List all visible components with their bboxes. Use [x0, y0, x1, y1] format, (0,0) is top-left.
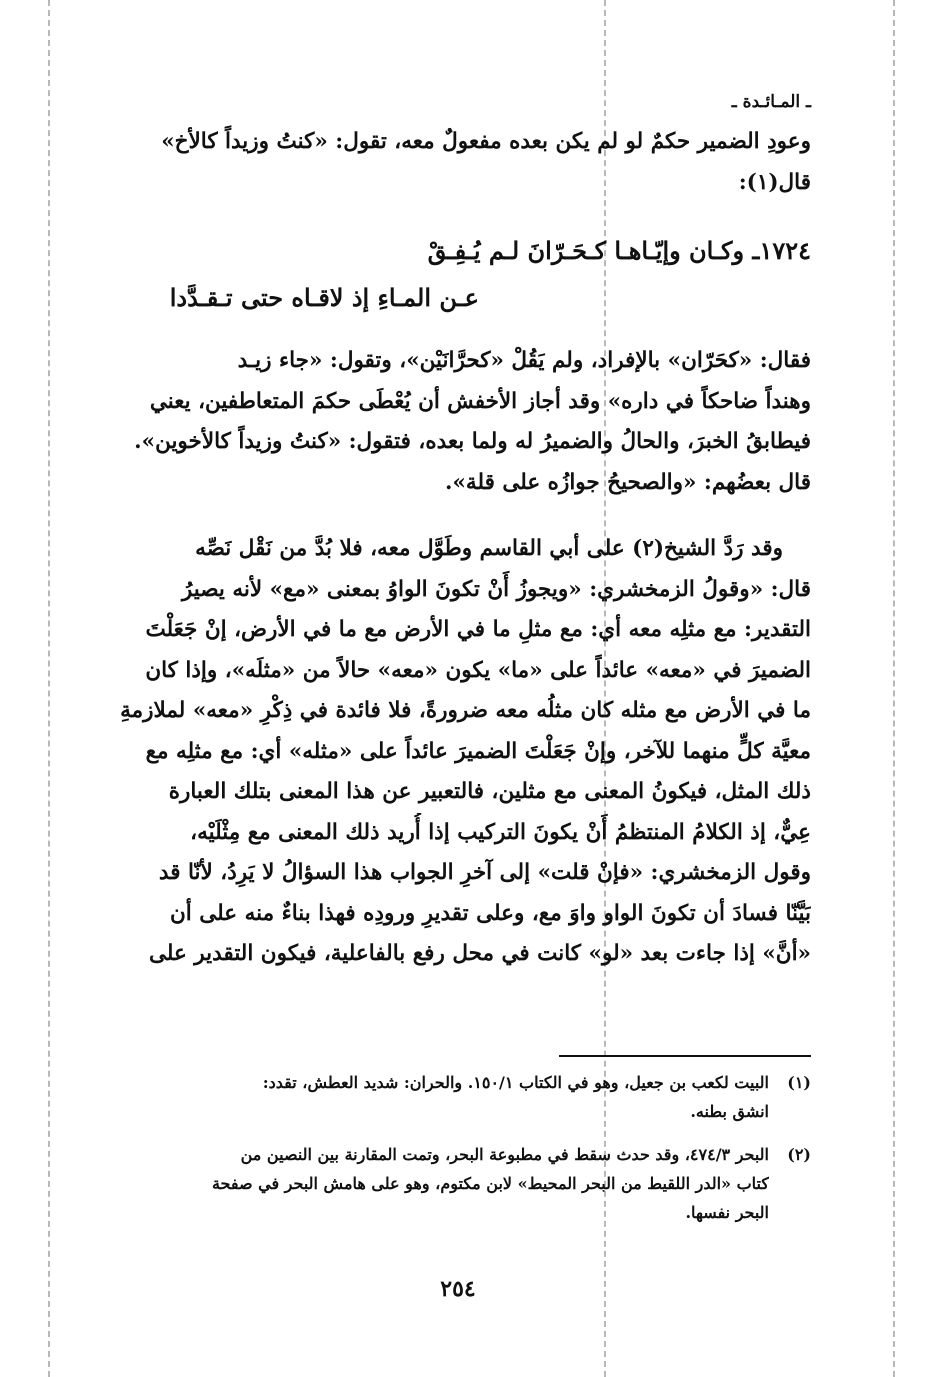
- text-line: وقول الزمخشري: «فإنْ قلت» إلى آخرِ الجواب هذا السؤالُ لا يَرِدُ، لأنّا قد: [158, 860, 811, 885]
- right-guide-line: [893, 0, 895, 1377]
- text-line: بَيَّنّا فسادَ أن تكونَ الواو واوَ مع، وعلى تقديرِ ورودِه فهذا بناءٌ منه على أن: [170, 900, 811, 926]
- text-line: قال(١):: [738, 169, 811, 195]
- text-line: البيت لكعب بن جعيل، وهو في الكتاب ١٥٠/١. والحران: شديد العطش، تقدد:: [262, 1073, 769, 1092]
- text-line: كتاب «الدر اللقيط من البحر المحيط» لابن مكتوم، وهو على هامش البحر في صفحة: [211, 1174, 769, 1193]
- text-line: ذلك المثل، فيكونُ المعنى مع مثلين، فالتعبير عن هذا المعنى بتلك العبارة: [168, 779, 811, 804]
- text-line: قال: «وقولُ الزمخشري: «ويجوزُ أَنْ تكونَ الواوُ بمعنى «مع» لأنه يصيرُ: [181, 576, 811, 602]
- text-line: معيَّة كلٍّ منهما للآخر، وإنْ جَعَلْتَ الضميرَ عائداً على «مثله» أي: مع مثلِه مع: [145, 738, 811, 764]
- text-line: فقال: «كحَرّان» بالإفراد، ولم يَقُلْ «كحرَّانَيْن»، وتقول: «جاء زيـد: [237, 348, 811, 373]
- footnote-number: (٢): [787, 1145, 811, 1164]
- footnote-separator: [559, 1055, 811, 1057]
- text-line: ما في الأرض مع مثله كان مثلُه معه ضرورةً، فلا فائدة في ذِكْرِ «معه» لملازمةِ: [120, 698, 811, 723]
- footnote-number: (١): [787, 1073, 811, 1092]
- text-line: وعودِ الضمير حكمٌ لو لم يكن بعده مفعولٌ معه، تقول: «كنتُ وزيداً كالأخ»: [161, 129, 811, 154]
- text-line: البحر نفسها.: [685, 1203, 769, 1222]
- footnote-text: [105, 1140, 769, 1227]
- footnote-1: [105, 1068, 811, 1126]
- text-line: عِيٌّ، إذ الكلامُ المنتظمُ أَنْ يكونَ التركيب إذا أُريد ذلك المعنى مع مِثْلَيْه،: [190, 819, 811, 845]
- paragraph-1: [105, 122, 811, 203]
- text-line: البحر ٤٧٤/٣، وقد حدث سقط في مطبوعة البحر، وتمت المقارنة بين النصين من: [240, 1145, 769, 1164]
- text-line: فيطابقُ الخبرَ، والحالُ والضميرُ له ولما بعده، فتقول: «كنتُ وزيداً كالأخوين».: [134, 429, 811, 454]
- verse-hemistich-1: ١٧٢٤ـ وكـان وإيّـاهـا كـحَـرّانَ لـم يُـفِـقْ: [427, 236, 811, 265]
- footnote-text: [105, 1068, 769, 1126]
- left-guide-line: [48, 0, 50, 1377]
- paragraph-2: [105, 341, 811, 503]
- footnote-2: [105, 1140, 811, 1227]
- text-line: الضميرَ في «معه» عائداً على «ما» يكون «معه» حالاً من «مثلَه»، وإذا كان: [145, 657, 811, 683]
- page-number: ٢٥٤: [440, 1276, 476, 1302]
- text-line: التقدير: مع مثلِه معه أي: مع مثلِ ما في الأرض مع ما في الأرض، إنْ جَعَلْتَ: [145, 617, 811, 642]
- text-line: وقد رَدَّ الشيخ(٢) على أبي القاسم وطَوَّل معه، فلا بُدَّ من نَقْل نَصِّه: [195, 536, 783, 561]
- paragraph-3: [105, 529, 811, 975]
- running-head: ـ المـائـدة ـ: [731, 92, 811, 112]
- text-line: انشق بطنه.: [690, 1102, 769, 1121]
- text-line: قال بعضُهم: «والصحيحُ جوازُه على قلة».: [445, 469, 811, 495]
- text-line: وهنداً ضاحكاً في داره» وقد أجاز الأخفش أن يُعْطَى حكمَ المتعاطفين، يعني: [149, 388, 811, 414]
- verse-hemistich-2: عـن المـاءِ إذ لاقـاه حتى تـقـدَّدا: [169, 283, 479, 312]
- text-line: «أنَّ» إذا جاءت بعد «لو» كانت في محل رفع بالفاعلية، فيكون التقدير على: [148, 941, 811, 966]
- book-page: [105, 86, 811, 1336]
